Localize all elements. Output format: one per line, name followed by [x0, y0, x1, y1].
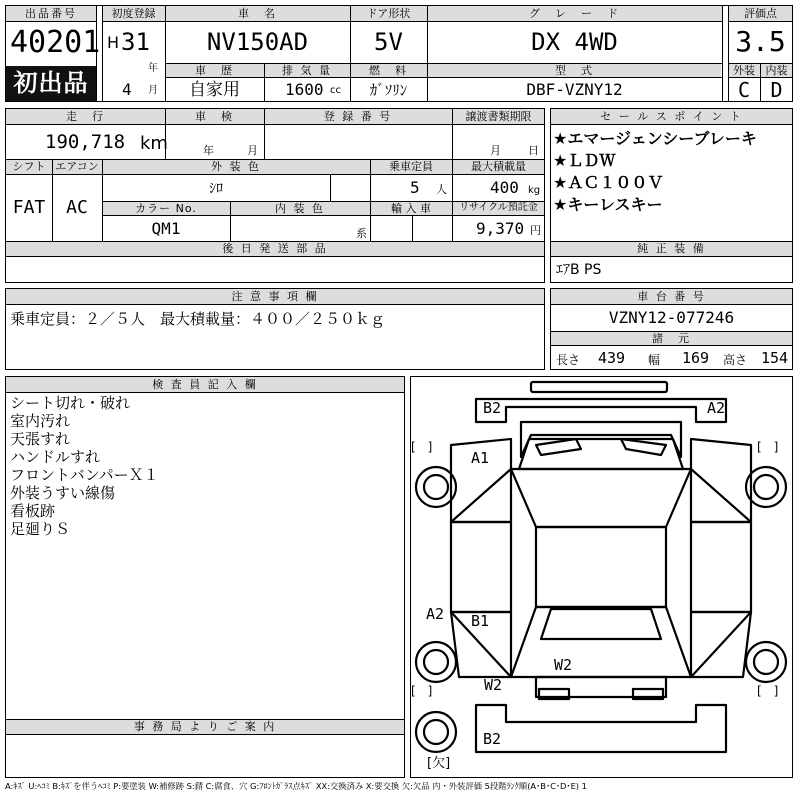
- import-car-label: 輸 入 車: [391, 202, 431, 215]
- damage-mark: A1: [471, 449, 490, 467]
- inspector-notes-label: 検 査 員 記 入 欄: [152, 378, 258, 391]
- sales-points-label: セ ー ル ス ポ イ ン ト: [600, 110, 743, 123]
- shift-type: FAT: [12, 197, 46, 218]
- mileage-label: 走 行: [66, 110, 105, 123]
- fuel-label: 燃 料: [369, 64, 408, 77]
- width-label: 幅: [648, 353, 661, 367]
- lot-number: 40201: [10, 25, 101, 60]
- door-type-label: ドア形状: [366, 7, 411, 20]
- inspection-year-unit: 年: [203, 144, 214, 157]
- sales-point-item: ★ＬＤＷ: [553, 151, 616, 170]
- plate-number-label: 登 録 番 号: [323, 110, 393, 123]
- blank-mark-bracket: [ ]: [757, 440, 779, 454]
- recycle-deposit-label: リサイクル預託金: [459, 202, 538, 213]
- exterior-color-label: 外 装 色: [211, 160, 261, 173]
- inspection-label: 車 検: [195, 110, 234, 123]
- inspector-line: 室内汚れ: [10, 412, 71, 430]
- first-registration-label: 初度登録: [111, 7, 156, 20]
- inspector-line: 外装うすい線傷: [10, 484, 116, 502]
- transfer-month-unit: 月: [490, 144, 501, 157]
- first-registration-year: 31: [121, 28, 150, 56]
- max-load-label: 最大積載量: [471, 160, 526, 173]
- height-label: 高さ: [723, 353, 748, 367]
- car-damage-diagram: [411, 377, 791, 776]
- damage-mark: B2: [483, 399, 502, 417]
- displacement-unit: cc: [330, 85, 341, 96]
- displacement-label: 排 気 量: [282, 64, 332, 77]
- inspector-line: ハンドルすれ: [10, 448, 101, 466]
- damage-mark: A2: [707, 399, 726, 417]
- chassis-number: VZNY12-077246: [608, 308, 735, 327]
- notes-label: 注 意 事 項 欄: [231, 290, 319, 303]
- damage-mark: W2: [554, 656, 573, 674]
- capacity: 5: [410, 178, 420, 197]
- office-notice-label: 事 務 局 よ り ご 案 内: [133, 720, 277, 733]
- history: 自家用: [189, 80, 240, 100]
- interior-color-unit: 系: [356, 227, 367, 240]
- interior-color-label: 内 装 色: [275, 202, 325, 215]
- blank-mark-bracket: [ ]: [411, 684, 433, 698]
- grade-label: グ レ ー ド: [529, 7, 620, 20]
- door-type: 5V: [374, 28, 403, 56]
- capacity-unit: 人: [436, 183, 447, 196]
- factory-equipment-label: 純 正 装 備: [637, 242, 706, 255]
- sales-point-item: ★キーレスキー: [553, 195, 663, 214]
- model-code: DBF-VZNY12: [526, 80, 623, 99]
- car-name: NV150AD: [206, 28, 309, 56]
- capacity-label: 乗車定員: [389, 160, 433, 173]
- ac-type: AC: [66, 197, 88, 218]
- recycle-deposit: 9,370: [476, 219, 525, 238]
- blank-mark-bracket: [ ]: [411, 440, 433, 454]
- score-label: 評価点: [744, 7, 777, 20]
- damage-mark: B2: [483, 730, 502, 748]
- first-registration-month: 4: [122, 80, 132, 99]
- model-label: 型 式: [555, 64, 594, 77]
- exterior-grade: C: [737, 78, 751, 102]
- inspector-line: フロントバンパーＸ１: [10, 466, 159, 484]
- width: 169: [682, 349, 710, 367]
- height: 154: [761, 349, 789, 367]
- factory-equipment: ｴｱB PS: [556, 262, 602, 278]
- length: 439: [598, 349, 626, 367]
- car-name-label: 車 名: [238, 7, 277, 20]
- max-load: 400: [490, 178, 519, 197]
- grade: DX 4WD: [531, 28, 618, 56]
- interior-grade-label: 内装: [765, 64, 788, 77]
- year-unit: 年: [148, 63, 158, 74]
- mileage-unit: km: [140, 133, 168, 154]
- damage-mark: B1: [471, 612, 490, 630]
- color-number: QM1: [151, 219, 181, 238]
- exterior-color: ｼﾛ: [209, 181, 223, 197]
- inspection-month-unit: 月: [247, 144, 258, 157]
- exterior-grade-label: 外装: [733, 64, 755, 77]
- first-listing-badge: 初出品: [6, 66, 96, 101]
- length-label: 長さ: [556, 353, 581, 367]
- sales-point-item: ★エマージェンシーブレーキ: [553, 129, 757, 148]
- missing-part-mark: [欠]: [427, 756, 451, 771]
- max-load-unit: kg: [528, 185, 541, 196]
- lot-number-label: 出品番号: [25, 7, 77, 20]
- sales-point-item: ★ＡＣ１００Ｖ: [553, 173, 664, 192]
- damage-mark: W2: [484, 676, 503, 694]
- era-letter: H: [107, 33, 120, 52]
- chassis-number-label: 車 台 番 号: [637, 290, 706, 303]
- transfer-deadline-label: 譲渡書類期限: [465, 110, 532, 123]
- damage-diagram-panel: [410, 376, 793, 778]
- blank-mark-bracket: [ ]: [757, 684, 779, 698]
- displacement: 1600: [285, 80, 324, 99]
- history-label: 車 歴: [195, 64, 234, 77]
- fuel: ｶﾞｿﾘﾝ: [369, 81, 408, 99]
- damage-mark: A2: [426, 605, 445, 623]
- specifications-label: 諸 元: [652, 332, 691, 345]
- damage-legend: A:ｷｽﾞ U:ﾍｺﾐ B:ｷｽﾞを伴うﾍｺﾐ P:要塗装 W:補修跡 S:錆 C:腐食、穴 G:ﾌﾛﾝﾄｶﾞﾗｽ点ｷｽﾞ XX:交換済み X:要交換 欠:欠品 内・外装評価 5段階ﾗﾝｸ順(A･B･C･D･E) 1: [5, 782, 587, 791]
- transfer-day-unit: 日: [528, 144, 539, 157]
- color-number-label: カラー No.: [135, 202, 197, 215]
- inspector-line: 天張すれ: [10, 430, 71, 448]
- later-parts-label: 後 日 発 送 部 品: [222, 242, 328, 255]
- inspector-line: 足廻りＳ: [10, 520, 71, 538]
- shift-label: シフト: [12, 160, 46, 173]
- recycle-deposit-unit: 円: [530, 224, 541, 237]
- score: 3.5: [735, 25, 786, 58]
- notes-text: 乗車定員：２／５人 最大積載量：４００／２５０ｋｇ: [10, 310, 386, 328]
- inspector-line: 看板跡: [10, 502, 56, 520]
- month-unit: 月: [148, 85, 158, 96]
- mileage-value: 190,718: [45, 131, 126, 153]
- inspector-line: シート切れ・破れ: [10, 394, 131, 412]
- interior-grade: D: [770, 78, 783, 102]
- ac-label: エアコン: [55, 160, 99, 173]
